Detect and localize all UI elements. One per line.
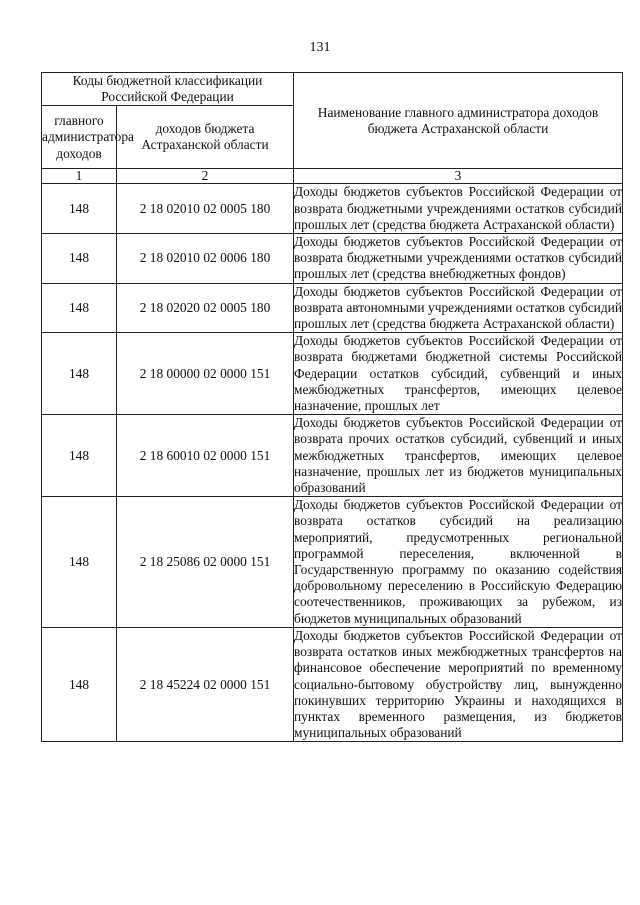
table-row: [42, 184, 623, 234]
admin-code-cell: 148: [42, 184, 117, 234]
header-group-title: Коды бюджетной классификации Российской Федерации: [42, 73, 294, 106]
income-code-cell: 2 18 02020 02 0005 180: [117, 283, 294, 333]
header-row-top: [42, 73, 623, 106]
table-row: [42, 283, 623, 333]
admin-code-cell: 148: [42, 627, 117, 741]
admin-code-cell: 148: [42, 415, 117, 497]
column-number-row: [42, 169, 623, 184]
income-code-cell: 2 18 60010 02 0000 151: [117, 415, 294, 497]
page-number: 131: [309, 40, 331, 55]
column-number-2: 2: [117, 169, 294, 184]
description-cell: Доходы бюджетов субъектов Российской Федерации от возврата бюджетными учреждениями остатков субсидий прошлых лет (средства бюджета Астраханской области): [294, 184, 622, 232]
table-row: [42, 333, 623, 415]
income-code-cell: 2 18 02010 02 0006 180: [117, 234, 294, 284]
header-income-column: доходов бюджета Астраханской области: [117, 106, 294, 169]
admin-code-cell: 148: [42, 283, 117, 333]
admin-code-cell: 148: [42, 333, 117, 415]
table-row: [42, 627, 623, 741]
description-cell: Доходы бюджетов субъектов Российской Федерации от возврата бюджетными учреждениями остатков субсидий прошлых лет (средства внебюджетных фондов): [294, 234, 622, 282]
admin-code-cell: 148: [42, 497, 117, 628]
column-number-3: 3: [294, 169, 623, 184]
income-code-cell: 2 18 45224 02 0000 151: [117, 627, 294, 741]
description-cell: Доходы бюджетов субъектов Российской Федерации от возврата прочих остатков субсидий, субвенций и иных межбюджетных трансфертов, имеющих целевое назначение, прошлых лет из бюджетов муниципальных образований: [294, 415, 622, 496]
description-cell: Доходы бюджетов субъектов Российской Федерации от возврата автономными учреждениями остатков субсидий прошлых лет (средства бюджета Астраханской области): [294, 283, 622, 332]
table-row: [42, 497, 623, 628]
income-code-cell: 2 18 02010 02 0005 180: [117, 184, 294, 234]
column-number-1: 1: [42, 169, 117, 184]
description-cell: Доходы бюджетов субъектов Российской Федерации от возврата остатков иных межбюджетных трансфертов на финансовое обеспечение мероприятий по временному социально-бытовому обустройству лиц, вынужденно покинувших территорию Украины и находящихся в пунктах временного размещения, из бюджетов муниципальных образований: [294, 627, 622, 741]
income-code-cell: 2 18 00000 02 0000 151: [117, 333, 294, 415]
header-name-column: Наименование главного администратора доходов бюджета Астраханской области: [294, 73, 623, 169]
header-admin-column: главного администратора доходов: [42, 106, 117, 169]
admin-code-cell: 148: [42, 234, 117, 284]
table-row: [42, 234, 623, 284]
income-code-cell: 2 18 25086 02 0000 151: [117, 497, 294, 628]
budget-classification-table: [41, 72, 623, 742]
description-cell: Доходы бюджетов субъектов Российской Федерации от возврата остатков субсидий на реализацию мероприятий, предусмотренных региональной программой переселения, включенной в Государственную программу по оказанию содействия добровольному переселению в Российскую Федерацию соотечественников, проживающих за рубежом, из бюджетов муниципальных образований: [294, 497, 622, 626]
table-row: [42, 415, 623, 497]
description-cell: Доходы бюджетов субъектов Российской Федерации от возврата бюджетами бюджетной системы Российской Федерации остатков субсидий, субвенций и иных межбюджетных трансфертов, имеющих целевое назначение, прошлых лет: [294, 333, 622, 414]
